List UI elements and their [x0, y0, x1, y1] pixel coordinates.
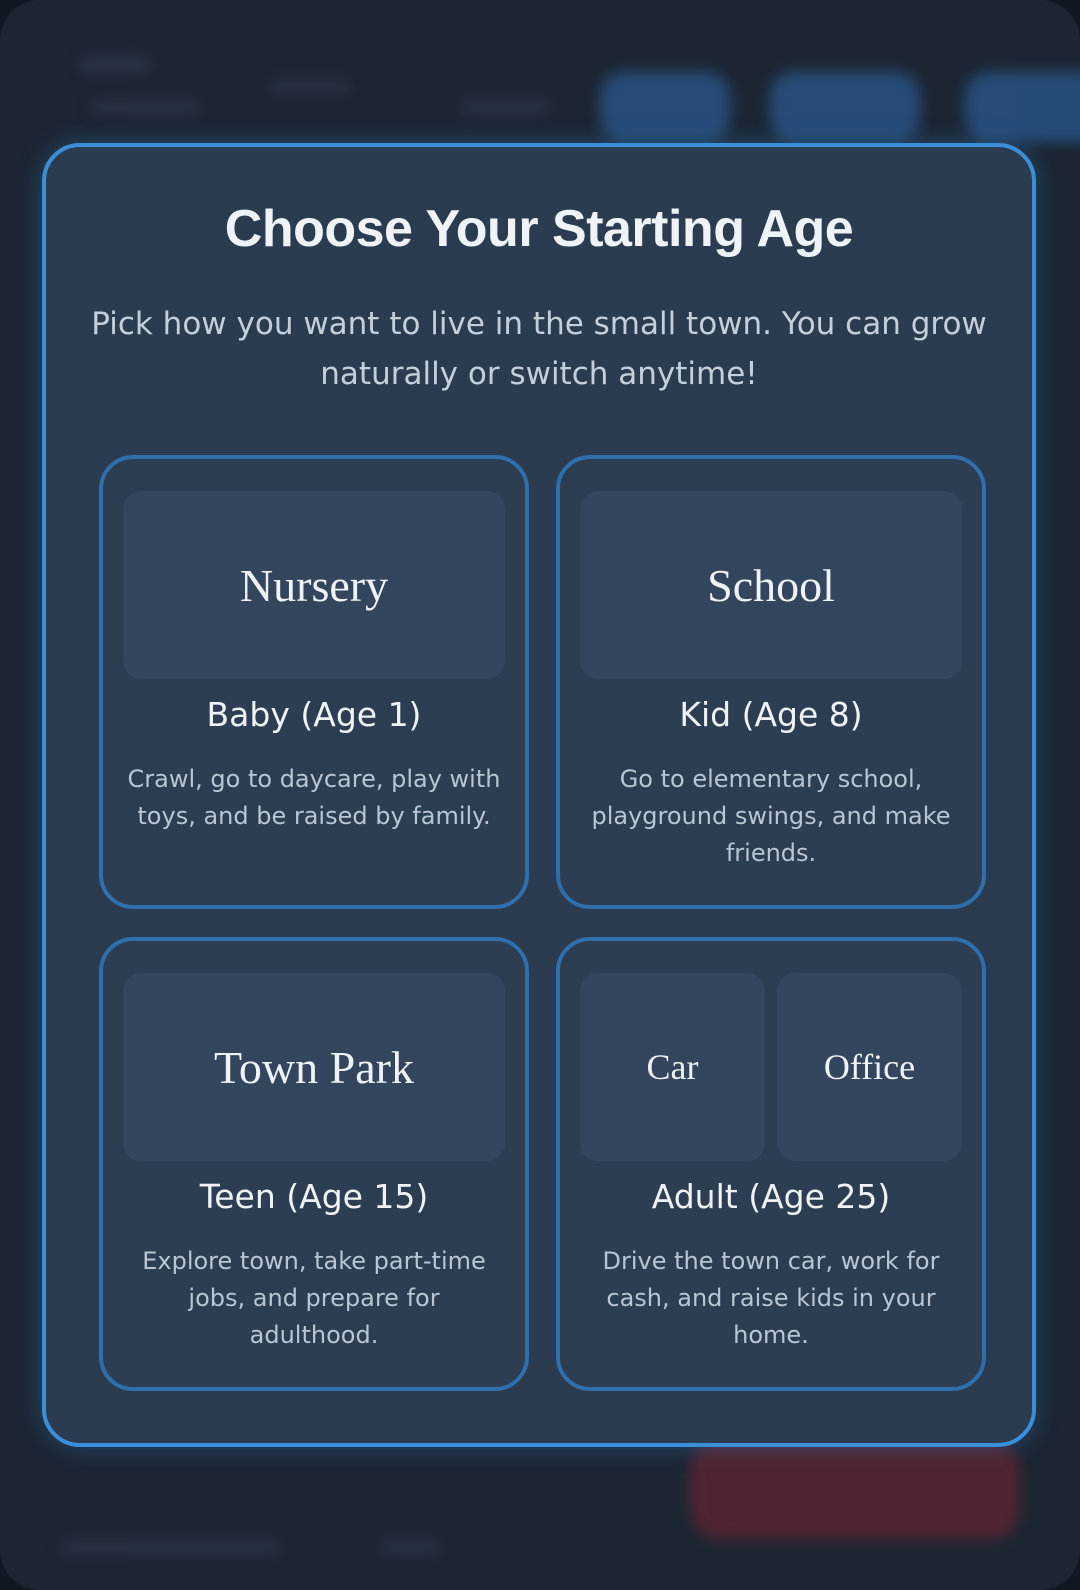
scene-label-town-park: Town Park [123, 973, 505, 1161]
option-title: Kid (Age 8) [679, 695, 863, 734]
age-option-adult[interactable] [556, 937, 986, 1391]
scene-label-car: Car [580, 973, 765, 1161]
background-element [770, 72, 920, 142]
option-title: Baby (Age 1) [206, 695, 422, 734]
option-title: Teen (Age 15) [199, 1177, 429, 1216]
background-element [380, 1540, 440, 1554]
scene-label-school: School [580, 491, 962, 679]
option-scene [580, 973, 962, 1161]
option-title: Adult (Age 25) [651, 1177, 891, 1216]
background-element [90, 100, 200, 114]
starting-age-modal [42, 143, 1036, 1447]
age-option-teen[interactable] [99, 937, 529, 1391]
option-description: Go to elementary school, playground swings, and make friends. [591, 765, 951, 867]
modal-subtitle: Pick how you want to live in the small town. You can grow naturally or switch anytime! [91, 306, 987, 392]
scene-label-nursery: Nursery [123, 491, 505, 679]
modal-title: Choose Your Starting Age [224, 200, 854, 258]
age-option-kid[interactable] [556, 455, 986, 909]
option-scene [123, 491, 505, 679]
background-element [460, 100, 550, 114]
background-element [80, 58, 150, 72]
background-element [600, 72, 730, 142]
scene-label-office: Office [777, 973, 962, 1161]
option-description: Drive the town car, work for cash, and raise kids in your home. [602, 1247, 940, 1349]
option-description: Explore town, take part-time jobs, and prepare for adulthood. [142, 1247, 486, 1349]
background-element [965, 72, 1080, 142]
option-scene [580, 491, 962, 679]
background-element [60, 1540, 280, 1554]
background-element [690, 1440, 1020, 1540]
background-element [270, 80, 350, 94]
option-description: Crawl, go to daycare, play with toys, and be raised by family. [127, 765, 501, 830]
option-scene [123, 973, 505, 1161]
age-option-baby[interactable] [99, 455, 529, 909]
